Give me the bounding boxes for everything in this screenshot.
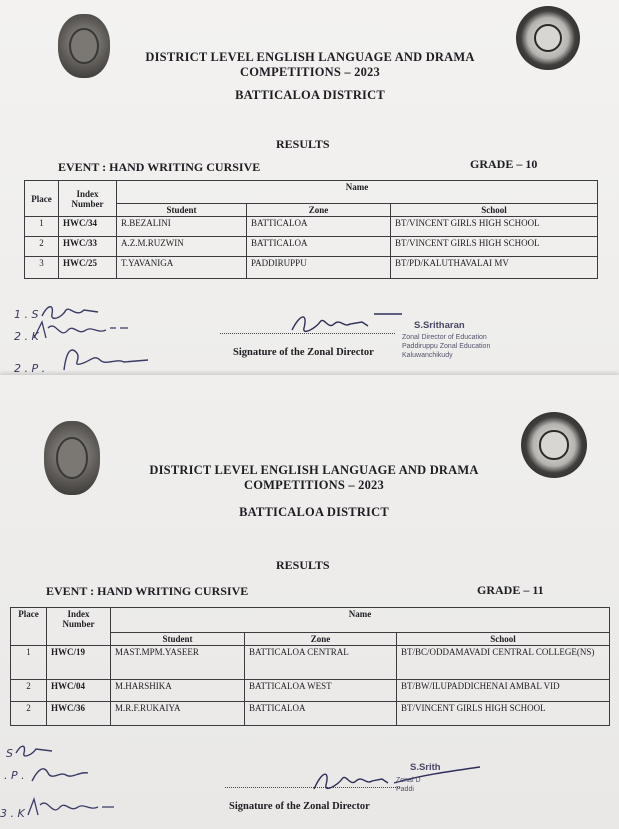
cell-school: BT/VINCENT GIRLS HIGH SCHOOL — [391, 217, 598, 237]
header-school: School — [391, 204, 598, 217]
district-name: BATTICALOA DISTRICT — [235, 88, 385, 102]
cell-zone: BATTICALOA — [247, 217, 391, 237]
judge-scribble-2 — [32, 318, 132, 344]
cell-student: T.YAVANIGA — [117, 257, 247, 279]
judge-scribble-2 — [30, 761, 90, 785]
header-index-number: Index Number — [59, 181, 117, 217]
table-row — [25, 217, 598, 237]
cell-place: 2 — [25, 237, 59, 257]
table-row — [25, 237, 598, 257]
signature-caption: Signature of the Zonal Director — [233, 347, 374, 358]
cell-index: HWC/36 — [47, 702, 111, 726]
cell-zone: BATTICALOA — [247, 237, 391, 257]
results-sheet-grade-10 — [0, 0, 619, 375]
sri-lanka-emblem-icon — [58, 14, 110, 78]
results-table — [10, 607, 610, 726]
stamp-name: S.Srith — [410, 762, 441, 773]
cell-zone: BATTICALOA — [245, 702, 397, 726]
header-school: School — [397, 633, 610, 646]
header-student: Student — [117, 204, 247, 217]
table-row — [11, 702, 610, 726]
cell-student: M.HARSHIKA — [111, 680, 245, 702]
judge-scribble-3 — [60, 344, 150, 374]
sri-lanka-emblem-icon — [44, 421, 100, 495]
stamp-name: S.Sritharan — [414, 320, 465, 331]
judge-signature-3: 3 . K — [0, 807, 25, 820]
header-zone: Zone — [245, 633, 397, 646]
header-name: Name — [111, 608, 610, 633]
header-zone: Zone — [247, 204, 391, 217]
results-sheet-grade-11 — [0, 375, 619, 829]
cell-school: BT/PD/KALUTHAVALAI MV — [391, 257, 598, 279]
judge-scribble-1 — [14, 741, 54, 761]
cell-index: HWC/34 — [59, 217, 117, 237]
cell-school: BT/VINCENT GIRLS HIGH SCHOOL — [391, 237, 598, 257]
judge-scribble-3 — [26, 795, 116, 821]
signature-caption: Signature of the Zonal Director — [229, 801, 370, 812]
results-table — [24, 180, 598, 279]
cell-place: 1 — [25, 217, 59, 237]
cell-place: 2 — [11, 702, 47, 726]
table-row — [11, 680, 610, 702]
cell-index: HWC/19 — [47, 646, 111, 680]
cell-place: 3 — [25, 257, 59, 279]
cell-student: MAST.MPM.YASEER — [111, 646, 245, 680]
document-title: DISTRICT LEVEL ENGLISH LANGUAGE AND DRAMA COMPETITIONS – 2023 — [149, 463, 479, 492]
judge-signature-1: S — [6, 747, 13, 760]
stamp-title: Zonal D Paddi — [396, 777, 421, 793]
district-name: BATTICALOA DISTRICT — [239, 505, 389, 519]
judge-signature-3: 2 . P . — [14, 362, 46, 375]
table-row — [25, 257, 598, 279]
header-index-number: Index Number — [47, 608, 111, 646]
cell-zone: PADDIRUPPU — [247, 257, 391, 279]
cell-zone: BATTICALOA WEST — [245, 680, 397, 702]
cell-index: HWC/33 — [59, 237, 117, 257]
header-place: Place — [11, 608, 47, 646]
cell-student: M.R.F.RUKAIYA — [111, 702, 245, 726]
cell-student: A.Z.M.RUZWIN — [117, 237, 247, 257]
cell-school: BT/VINCENT GIRLS HIGH SCHOOL — [397, 702, 610, 726]
cell-place: 2 — [11, 680, 47, 702]
header-student: Student — [111, 633, 245, 646]
grade-label: GRADE – 11 — [477, 583, 544, 597]
event-title: EVENT : HAND WRITING CURSIVE — [46, 584, 249, 598]
results-heading: RESULTS — [276, 137, 330, 151]
judge-signature-2: 2 . K — [14, 330, 39, 343]
cell-school: BT/BW/ILUPADDICHENAI AMBAL VID — [397, 680, 610, 702]
header-place: Place — [25, 181, 59, 217]
cell-school: BT/BC/ODDAMAVADI CENTRAL COLLEGE(NS) — [397, 646, 610, 680]
education-zone-logo-icon — [521, 412, 587, 478]
director-signature — [290, 308, 420, 338]
cell-index: HWC/25 — [59, 257, 117, 279]
cell-student: R.BEZALINI — [117, 217, 247, 237]
results-heading: RESULTS — [276, 558, 330, 572]
event-title: EVENT : HAND WRITING CURSIVE — [58, 160, 261, 174]
cell-zone: BATTICALOA CENTRAL — [245, 646, 397, 680]
table-row — [11, 646, 610, 680]
document-title: DISTRICT LEVEL ENGLISH LANGUAGE AND DRAMA COMPETITIONS – 2023 — [145, 50, 475, 79]
education-zone-logo-icon — [516, 6, 580, 70]
cell-place: 1 — [11, 646, 47, 680]
judge-signature-2: . P . — [4, 769, 25, 782]
grade-label: GRADE – 10 — [470, 157, 538, 171]
stamp-title: Zonal Director of Education Paddiruppu Zonal Education Kaluwanchikudy — [402, 334, 491, 359]
judge-signature-1: 1 . S — [14, 308, 39, 321]
header-name: Name — [117, 181, 598, 204]
cell-index: HWC/04 — [47, 680, 111, 702]
